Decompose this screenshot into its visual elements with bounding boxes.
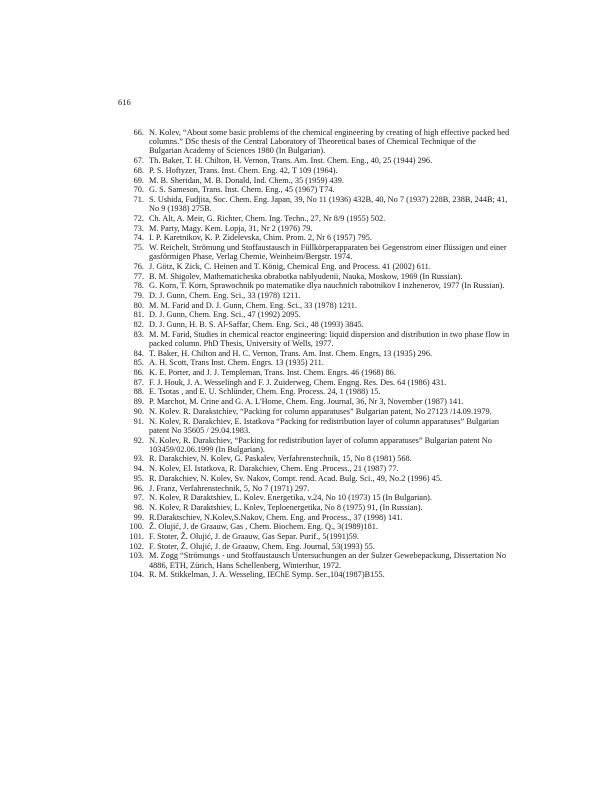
reference-number: 77. [133, 271, 144, 281]
reference-text: F. J. Houk, J. A. Wesselingh and F. J. Zuiderweg, Chem. Engng. Res. Des. 64 (1986) 431. [149, 377, 447, 387]
reference-item [118, 166, 510, 175]
reference-item [118, 454, 510, 463]
reference-item [118, 214, 510, 223]
reference-text: R. Darakchiev, N. Kolev, G. Paskalev, Verfahrenstechnik, 15, No 8 (1981) 568. [149, 454, 412, 464]
reference-number: 87. [133, 377, 144, 387]
reference-item [118, 330, 510, 348]
reference-item [118, 301, 510, 310]
reference-number: 100. [129, 522, 144, 532]
reference-number: 70. [133, 185, 144, 195]
reference-item [118, 570, 510, 579]
reference-number: 102. [129, 541, 144, 551]
reference-item [118, 474, 510, 483]
reference-text: T. Baker, H. Chilton and H. C. Vernon, Trans. Am. Inst. Chem. Engrs, 13 (1935) 296. [149, 348, 433, 358]
reference-number: 71. [133, 194, 144, 204]
reference-text: N. Kolev, R Daraktshiev, L. Kolev. Energetika, v.24, No 10 (1973) 15 (In Bulgarian). [149, 493, 432, 503]
reference-item [118, 185, 510, 194]
reference-item [118, 542, 510, 551]
reference-text: M. M. Farid and D. J. Gunn, Chem. Eng. Sci., 33 (1978) 1211. [149, 300, 358, 310]
reference-number: 95. [133, 473, 144, 483]
reference-text: J. Götz, K Zick, C. Heinen and T. König, Chemical Eng. and Process. 41 (2002) 611. [149, 261, 431, 271]
reference-text: W. Reichelt, Strömung und Stoffaustausch in Füllkörperapparaten bei Gegenstrom einer flüssigen und einer gasförmigen Phase, Verlag Chemie, Weinheim/Bergstr. 1974. [149, 242, 507, 262]
reference-text: N. Kolev, El. Istatkova, R. Darakchiev, Chem. Eng .Process., 21 (1987) 77. [149, 464, 399, 474]
reference-item [118, 397, 510, 406]
reference-number: 74. [133, 233, 144, 243]
reference-number: 90. [133, 406, 144, 416]
reference-number: 104. [129, 570, 144, 580]
reference-text: Ch. Alt, A. Meir, G. Richter, Chem. Ing. Techn., 27, Nr 8/9 (1955) 502. [149, 213, 386, 223]
reference-item [118, 224, 510, 233]
reference-list [118, 128, 510, 580]
reference-number: 97. [133, 493, 144, 503]
reference-text: A. H. Scott, Trans Inst. Chem. Engrs. 13 (1935) 211. [149, 358, 324, 368]
reference-text: N. Kolev. R. Darakstchiev, “Packing for column apparatuses” Bulgarian patent, No 27123 /14.09.1979. [149, 406, 492, 416]
reference-number: 82. [133, 320, 144, 330]
reference-number: 67. [133, 156, 144, 166]
reference-text: F. Stoter, Ž. Olujić, J. de Graauw, Gas Separ. Purif., 5(1991)59. [149, 532, 360, 542]
reference-text: P. Marchot, M. Crine and G. A. L'Home, Chem. Eng. Journal, 36, Nr 3, November (1987) 141. [149, 397, 464, 407]
reference-number: 101. [129, 532, 144, 542]
reference-number: 89. [133, 397, 144, 407]
reference-number: 83. [133, 329, 144, 339]
reference-number: 103. [129, 551, 144, 561]
reference-number: 75. [133, 242, 144, 252]
reference-item [118, 128, 510, 156]
reference-number: 92. [133, 435, 144, 445]
reference-number: 94. [133, 464, 144, 474]
reference-number: 98. [133, 502, 144, 512]
reference-text: D. J. Gunn, H. B. S. Al-Saffar, Chem. Eng. Sci., 48 (1993) 3845. [149, 320, 364, 330]
reference-item [118, 551, 510, 569]
reference-item [118, 233, 510, 242]
reference-text: Ž. Olujić, J. de Graauw, Gas , Chem. Biochem. Eng. Q., 3(1989)181. [149, 522, 378, 532]
reference-item [118, 484, 510, 493]
reference-number: 69. [133, 175, 144, 185]
reference-text: N. Kolev, R Daraktshiev, L. Kolev, Teploenergetika, No 8 (1975) 91, (In Russian). [149, 502, 423, 512]
reference-text: Th. Baker, T. H. Chilton, H. Vernon, Trans. Am. Inst. Chem. Eng., 40, 25 (1944) 296. [149, 156, 433, 166]
reference-number: 66. [133, 128, 144, 137]
reference-item [118, 503, 510, 512]
reference-text: M. B. Sheridan, M. B. Donald, Ind. Chem., 35 (1959) 439. [149, 175, 344, 185]
reference-item [118, 243, 510, 261]
reference-text: N. Kolev, R. Darakchiev, “Packing for redistribution layer of column apparatuses” Bulgarian patent No 103459/02.06.1999 (In Bulgarian). [149, 435, 492, 454]
reference-item [118, 368, 510, 377]
reference-item [118, 156, 510, 165]
reference-number: 99. [133, 512, 144, 522]
reference-item [118, 378, 510, 387]
reference-item [118, 513, 510, 522]
reference-item [118, 272, 510, 281]
reference-text: S. Ushida, Fudjita, Soc. Chem. Eng. Japan, 39, No 11 (1936) 432B, 40, No 7 (1937) 228B, 238B, 244B; 41, No 9 (1938) 275B. [149, 194, 508, 214]
reference-text: G. S. Sameson, Trans. Inst. Chem. Eng., 45 (1967) T74. [149, 185, 335, 195]
reference-item [118, 262, 510, 271]
reference-item [118, 532, 510, 541]
reference-text: I. P. Karetnikov, K. P. Zidelevska, Chim. Prom. 2, Nr 6 (1957) 795. [149, 233, 372, 243]
reference-item [118, 436, 510, 454]
reference-item [118, 291, 510, 300]
reference-number: 84. [133, 348, 144, 358]
reference-text: N. Kolev, R. Darakchiev, E. Istatkova “Packing for redistribution layer of column apparatuses” Bulgarian patent No 35605 / 29.04.1983. [149, 416, 500, 435]
reference-item [118, 407, 510, 416]
reference-text: N. Kolev, “About some basic problems of the chemical engineering by creating of high effective packed bed columns.” DSc thesis of the Central Laboratory of Theoretical bases of Chemical Technique of the Bulgarian Academy of Sciences 1980 (In Bulgarian). [149, 128, 510, 156]
reference-text: D. J. Gunn, Chem. Eng. Sci., 33 (1978) 1211. [149, 290, 301, 300]
reference-text: P. S. Hoftyzer, Trans. Inst. Chem. Eng. 42, T 109 (1964). [149, 165, 338, 175]
reference-item [118, 493, 510, 502]
reference-text: E. Tsotas , and E. U. Schlünder, Chem. Eng. Process. 24, 1 (1988) 15. [149, 387, 381, 397]
reference-item [118, 464, 510, 473]
reference-text: F. Stoter, Ž. Olujić, J. de Graauw, Chem. Eng. Journal, 53(1993) 55. [149, 541, 375, 551]
reference-number: 80. [133, 300, 144, 310]
reference-number: 85. [133, 358, 144, 368]
reference-text: B. M. Shigolev, Mathematicheska obrabotka nablyudenii, Nauka, Moskow, 1969 (In Russian). [149, 271, 463, 281]
reference-text: J. Franz, Verfahrenstechnik, 5, No 7 (1971) 297. [149, 483, 310, 493]
reference-item [118, 349, 510, 358]
reference-text: R.Daraktschiev, N.Kolev,S.Nakov, Chem. Eng. and Process., 37 (1998) 141. [149, 512, 403, 522]
reference-number: 78. [133, 281, 144, 291]
reference-number: 72. [133, 213, 144, 223]
reference-text: M. Party, Magy. Kem. Lopja, 31, Nr 2 (1976) 79. [149, 223, 313, 233]
reference-number: 93. [133, 454, 144, 464]
reference-item [118, 176, 510, 185]
reference-item [118, 320, 510, 329]
reference-text: M. Zogg “Strömungs - und Stoffaustausch Untersuchungen an der Sulzer Gewebepackung, Dissertation No 4886, ETH, Zürich, Hans Schellenberg, Winterthur, 1972. [149, 551, 506, 570]
reference-item [118, 387, 510, 396]
reference-item [118, 195, 510, 213]
reference-item [118, 358, 510, 367]
reference-number: 96. [133, 483, 144, 493]
reference-item [118, 281, 510, 290]
reference-number: 79. [133, 290, 144, 300]
reference-item [118, 417, 510, 435]
reference-text: M. M. Farid, Studies in chemical reactor engineering: liquid dispersion and distribution in two phase flow in packed column. PhD Thesis, University of Wells, 1977. [149, 329, 510, 348]
reference-number: 81. [133, 310, 144, 320]
reference-number: 73. [133, 223, 144, 233]
page-number: 616 [118, 97, 131, 107]
reference-item [118, 310, 510, 319]
reference-text: G. Korn, T. Korn, Sprawochnik po matematike dlya nauchnich rabotnikov I inzhenerov, 1977 (In Russian). [149, 281, 505, 291]
reference-number: 86. [133, 368, 144, 378]
reference-text: R. Darakchiev, N. Kolev, Sv. Nakov, Compt. rend. Acad. Bulg. Sci., 49, No.2 (1996) 45. [149, 473, 443, 483]
reference-number: 91. [133, 416, 144, 426]
reference-item [118, 522, 510, 531]
reference-text: R. M. Stikkelman, J. A. Wesseling, IEChE Symp. Ser.,104(1987)B155. [149, 570, 385, 580]
reference-number: 76. [133, 261, 144, 271]
reference-number: 68. [133, 165, 144, 175]
reference-text: D. J. Gunn, Chem. Eng. Sci., 47 (1992) 2095. [149, 310, 301, 320]
reference-number: 88. [133, 387, 144, 397]
reference-text: K. E. Porter, and J. J. Templeman, Trans. Inst. Chem. Engrs. 46 (1968) 86. [149, 368, 396, 378]
